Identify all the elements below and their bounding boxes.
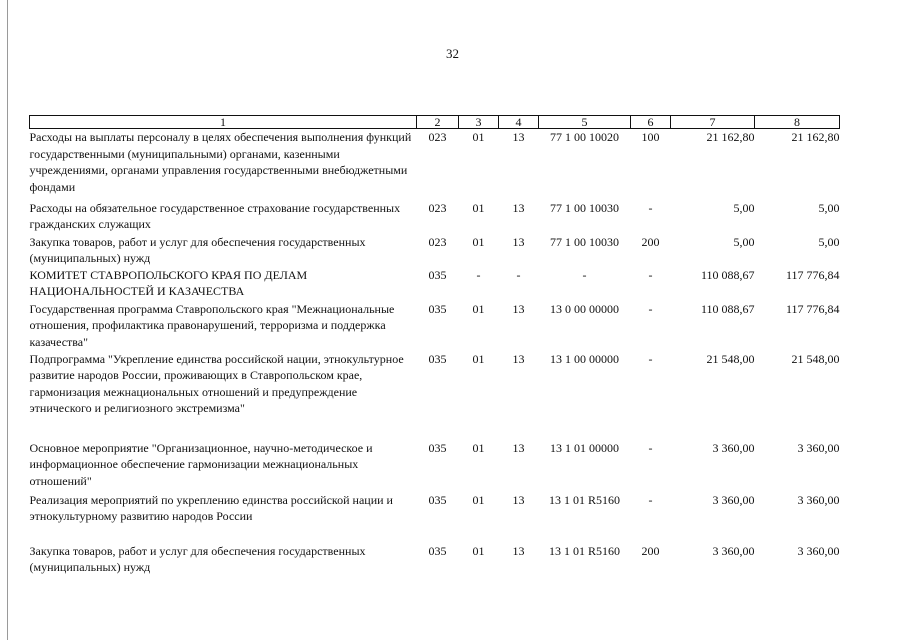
target-article-code: 13 1 01 00000 [550, 440, 619, 455]
amount-col8: 3 360,00 [797, 492, 840, 507]
subsection-code: 13 [512, 351, 525, 366]
amount-col7: 3 360,00 [712, 440, 755, 455]
item-name: Реализация мероприятий по укреплению единства российской нации и этнокультурному развитию народов России [29, 492, 393, 523]
ministry-code: 035 [428, 440, 447, 455]
table-row [30, 492, 840, 543]
item-name: Расходы на обязательное государственное страхование государственных гражданских служащих [29, 200, 401, 231]
section-code: 01 [472, 234, 485, 249]
column-header: 1 [30, 116, 417, 129]
expense-type-code: - [648, 492, 653, 507]
target-article-code: 77 1 00 10020 [550, 130, 619, 144]
subsection-code: 13 [512, 543, 525, 558]
column-header: 2 [417, 116, 459, 129]
table-row [30, 301, 840, 351]
column-header: 8 [755, 116, 840, 129]
expense-type-code: - [648, 351, 653, 366]
budget-table [29, 115, 840, 579]
table-row [30, 200, 840, 234]
table-row [30, 129, 840, 200]
section-code: 01 [472, 543, 485, 558]
amount-col7: 5,00 [733, 234, 755, 249]
section-code: 01 [472, 301, 485, 316]
section-code: 01 [472, 440, 485, 455]
column-header: 3 [459, 116, 499, 129]
amount-col7: 5,00 [733, 200, 755, 215]
target-article-code: 77 1 00 10030 [550, 200, 619, 215]
expense-type-code: - [648, 267, 653, 282]
table-row [30, 267, 840, 301]
expense-type-code: - [648, 200, 653, 215]
column-header: 5 [539, 116, 631, 129]
subsection-code: 13 [512, 200, 525, 215]
section-code: 01 [472, 351, 485, 366]
amount-col7: 21 548,00 [706, 351, 755, 366]
subsection-code: - [516, 267, 521, 282]
target-article-code: 13 1 00 00000 [550, 351, 619, 366]
expense-type-code: - [648, 440, 653, 455]
amount-col7: 3 360,00 [712, 492, 755, 507]
item-name: Подпрограмма "Укрепление единства российской нации, этнокультурное развитие народов России, проживающих в Ставропольском крае, гармонизация межнациональных отношений и предупреждение этнического и религиозного экстремизма" [29, 351, 404, 415]
amount-col8: 5,00 [818, 234, 840, 249]
target-article-code: 13 1 01 R5160 [548, 492, 620, 507]
ministry-code: 035 [428, 543, 447, 558]
ministry-code: 023 [428, 200, 447, 215]
table-row [30, 440, 840, 492]
ministry-code: 035 [428, 301, 447, 316]
subsection-code: 13 [512, 492, 525, 507]
expense-type-code: 200 [641, 543, 660, 558]
column-header: 4 [499, 116, 539, 129]
amount-col8: 3 360,00 [797, 543, 840, 558]
expense-type-code: 100 [641, 130, 660, 144]
subsection-code: 13 [512, 234, 525, 249]
table-row [30, 351, 840, 440]
item-name: Закупка товаров, работ и услуг для обеспечения государственных (муниципальных) нужд [29, 543, 366, 574]
amount-col8: 117 776,84 [785, 267, 840, 282]
target-article-code: 13 0 00 00000 [550, 301, 619, 316]
ministry-code: 035 [428, 267, 447, 282]
item-name: Расходы на выплаты персоналу в целях обеспечения выполнения функций государственными (муниципальными) органами, казенными учреждениями, органами управления государственными внебюджетными фондами [29, 130, 412, 194]
amount-col7: 21 162,80 [706, 130, 755, 144]
amount-col7: 110 088,67 [700, 267, 755, 282]
item-name: Государственная программа Ставропольского края "Межнациональные отношения, профилактика правонарушений, терроризма и поддержка казачества" [29, 301, 395, 349]
item-name: Основное мероприятие "Организационное, научно-методическое и информационное обеспечение гармонизации межнациональных отношений" [29, 440, 373, 488]
section-code: 01 [472, 200, 485, 215]
table-row [30, 234, 840, 267]
amount-col8: 3 360,00 [797, 440, 840, 455]
expense-type-code: - [648, 301, 653, 316]
amount-col8: 21 162,80 [791, 130, 840, 144]
target-article-code: 13 1 01 R5160 [548, 543, 620, 558]
ministry-code: 023 [428, 130, 447, 144]
section-code: 01 [472, 492, 485, 507]
section-code: - [476, 267, 481, 282]
column-header: 7 [671, 116, 755, 129]
page-number: 32 [446, 46, 459, 61]
item-name: Закупка товаров, работ и услуг для обеспечения государственных (муниципальных) нужд [29, 234, 366, 265]
subsection-code: 13 [512, 130, 525, 144]
table-row [30, 543, 840, 579]
amount-col7: 3 360,00 [712, 543, 755, 558]
subsection-code: 13 [512, 301, 525, 316]
subsection-code: 13 [512, 440, 525, 455]
target-article-code: 77 1 00 10030 [550, 234, 619, 249]
ministry-code: 023 [428, 234, 447, 249]
ministry-code: 035 [428, 492, 447, 507]
item-name: КОМИТЕТ СТАВРОПОЛЬСКОГО КРАЯ ПО ДЕЛАМ НАЦИОНАЛЬНОСТЕЙ И КАЗАЧЕСТВА [29, 267, 308, 298]
expense-type-code: 200 [641, 234, 660, 249]
page-edge-line [7, 0, 8, 640]
section-code: 01 [472, 130, 485, 144]
column-header: 6 [631, 116, 671, 129]
amount-col8: 117 776,84 [785, 301, 840, 316]
ministry-code: 035 [428, 351, 447, 366]
amount-col7: 110 088,67 [700, 301, 755, 316]
amount-col8: 5,00 [818, 200, 840, 215]
table-header-row [30, 116, 840, 129]
target-article-code: - [582, 267, 587, 282]
amount-col8: 21 548,00 [791, 351, 840, 366]
